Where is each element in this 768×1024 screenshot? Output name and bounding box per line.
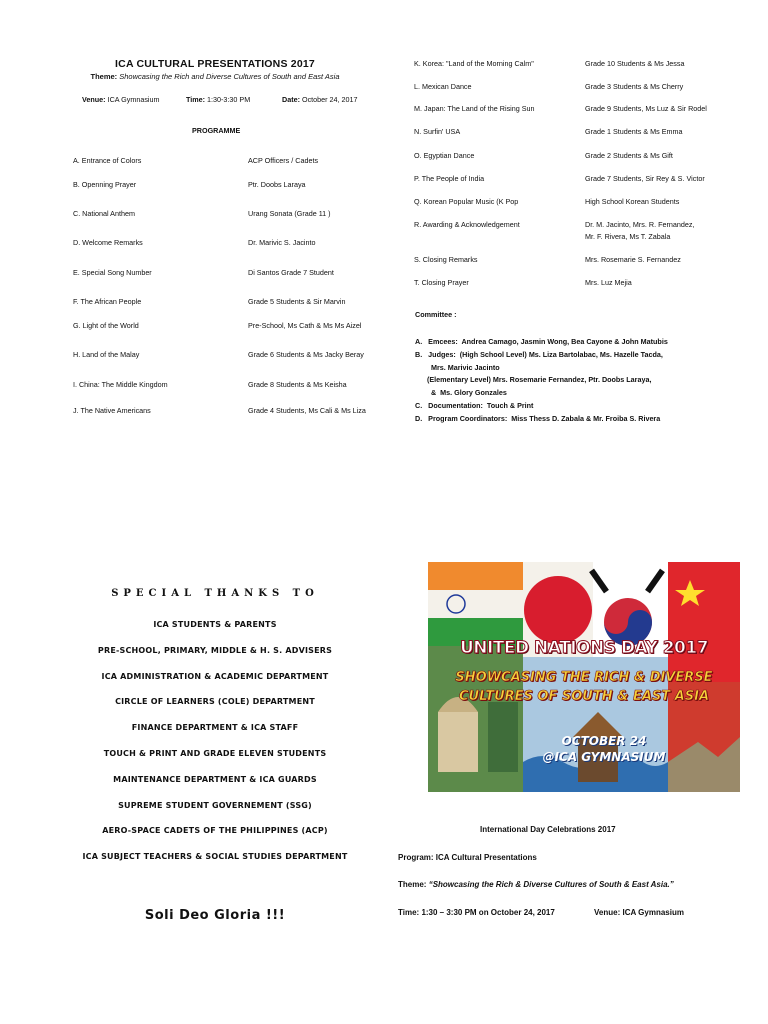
- programme-item: T. Closing Prayer: [414, 278, 469, 287]
- programme-right-extra-line: Mr. F. Rivera, Ms T. Zabala: [585, 232, 671, 241]
- committee-line: & Ms. Glory Gonzales: [415, 388, 507, 398]
- programme-item: C. National Anthem: [73, 209, 135, 218]
- poster-subtitle-2: CULTURES OF SOUTH & EAST ASIA: [458, 689, 709, 704]
- programme-item: G. Light of the World: [73, 321, 139, 330]
- united-nations-day-poster: [428, 562, 740, 792]
- programme-item: O. Egyptian Dance: [414, 151, 475, 160]
- programme-item: E. Special Song Number: [73, 268, 152, 277]
- time-line: [186, 95, 250, 104]
- programme-performer: Dr. M. Jacinto, Mrs. R. Fernandez,: [585, 220, 695, 229]
- info-program-label: Program:: [398, 853, 434, 862]
- programme-performer: Grade 4 Students, Ms Cali & Ms Liza: [248, 406, 366, 415]
- committee-line: D. Program Coordinators: Miss Thess D. Zabala & Mr. Froiba S. Rivera: [415, 413, 661, 423]
- programme-performer: Mrs. Rosemarie S. Fernandez: [585, 255, 681, 264]
- programme-performer: ACP Officers / Cadets: [248, 156, 319, 165]
- programme-performer: Urang Sonata (Grade 11 ): [248, 209, 331, 218]
- info-theme: [398, 880, 674, 889]
- programme-performer: Di Santos Grade 7 Student: [248, 268, 334, 277]
- special-thanks-item: ICA STUDENTS & PARENTS: [153, 620, 277, 629]
- special-thanks-item: ICA ADMINISTRATION & ACADEMIC DEPARTMENT: [101, 671, 329, 681]
- info-venue-label: Venue:: [594, 908, 621, 917]
- programme-item: L. Mexican Dance: [414, 82, 472, 91]
- programme-item: D. Welcome Remarks: [73, 238, 143, 247]
- info-venue-value: ICA Gymnasium: [622, 908, 684, 917]
- venue-line: [82, 95, 160, 104]
- programme-item: F. The African People: [73, 297, 142, 306]
- programme-performer: Grade 2 Students & Ms Gift: [585, 151, 673, 160]
- special-thanks-item: CIRCLE OF LEARNERS (COLE) DEPARTMENT: [115, 697, 315, 707]
- info-theme-value: “Showcasing the Rich & Diverse Cultures of South & East Asia.”: [428, 880, 674, 889]
- date-label: Date:: [282, 95, 300, 104]
- programme-item: Q. Korean Popular Music (K Pop: [414, 197, 519, 206]
- special-thanks-item: SUPREME STUDENT GOVERNEMENT (SSG): [118, 800, 312, 810]
- programme-performer: Grade 7 Students, Sir Rey & S. Victor: [585, 174, 705, 183]
- info-theme-label: Theme:: [398, 880, 427, 889]
- poster-headline: UNITED NATIONS DAY 2017: [459, 638, 709, 658]
- info-heading: International Day Celebrations 2017: [480, 825, 616, 834]
- poster-venue: @ICA GYMNASIUM: [542, 750, 666, 764]
- programme-item: P. The People of India: [414, 174, 485, 183]
- programme-performer: Grade 1 Students & Ms Emma: [585, 127, 683, 136]
- programme-performer: High School Korean Students: [585, 197, 680, 206]
- special-thanks-item: FINANCE DEPARTMENT & ICA STAFF: [131, 723, 299, 733]
- date-line: [282, 95, 358, 104]
- time-value: 1:30-3:30 PM: [207, 95, 251, 104]
- special-thanks-item: AERO-SPACE CADETS OF THE PHILIPPINES (ACP): [102, 826, 328, 836]
- theme-label: Theme:: [90, 72, 118, 81]
- info-time-label: Time:: [398, 908, 420, 917]
- committee-line: (Elementary Level) Mrs. Rosemarie Fernandez, Ptr. Doobs Laraya,: [415, 375, 652, 385]
- programme-item: A. Entrance of Colors: [73, 156, 142, 165]
- programme-item: N. Surfin' USA: [414, 127, 461, 136]
- special-thanks-title: SPECIAL THANKS TO: [111, 588, 319, 599]
- info-program-value: ICA Cultural Presentations: [435, 853, 537, 862]
- venue-label: Venue:: [82, 95, 106, 104]
- programme-performer: Grade 5 Students & Sir Marvin: [248, 297, 346, 306]
- venue-value: ICA Gymnasium: [107, 95, 160, 104]
- date-value: October 24, 2017: [301, 95, 358, 104]
- info-time: [398, 908, 555, 917]
- programme-heading: PROGRAMME: [192, 126, 241, 135]
- programme-performer: Mrs. Luz Mejia: [585, 278, 632, 287]
- poster-subtitle-1: SHOWCASING THE RICH & DIVERSE: [455, 670, 713, 685]
- closing-motto: Soli Deo Gloria !!!: [144, 908, 286, 923]
- programme-performer: Ptr. Doobs Laraya: [248, 180, 306, 189]
- theme-line: [70, 72, 360, 81]
- committee-line: C. Documentation: Touch & Print: [415, 401, 534, 410]
- programme-performer: Grade 9 Students, Ms Luz & Sir Rodel: [585, 104, 707, 113]
- programme-item: J. The Native Americans: [73, 406, 151, 415]
- info-time-value: 1:30 – 3:30 PM on October 24, 2017: [421, 908, 555, 917]
- programme-item: S. Closing Remarks: [414, 255, 478, 264]
- committee-line: B. Judges: (High School Level) Ms. Liza Bartolabac, Ms. Hazelle Tacda,: [415, 349, 663, 359]
- info-program: [398, 853, 537, 862]
- programme-performer: Dr. Marivic S. Jacinto: [248, 238, 316, 247]
- programme-performer: Grade 6 Students & Ms Jacky Beray: [248, 350, 364, 359]
- programme-performer: Grade 8 Students & Ms Keisha: [248, 380, 347, 389]
- programme-item: H. Land of the Malay: [73, 350, 140, 359]
- programme-item: K. Korea: "Land of the Morning Calm": [414, 59, 534, 68]
- programme-performer: Grade 3 Students & Ms Cherry: [585, 82, 684, 91]
- programme-item: R. Awarding & Acknowledgement: [414, 220, 520, 229]
- time-label: Time:: [186, 95, 206, 104]
- programme-performer: Grade 10 Students & Ms Jessa: [585, 59, 685, 68]
- programme-item: I. China: The Middle Kingdom: [73, 380, 168, 389]
- page-title: ICA CULTURAL PRESENTATIONS 2017: [115, 58, 315, 70]
- committee-line: Mrs. Marivic Jacinto: [415, 362, 500, 372]
- special-thanks-item: MAINTENANCE DEPARTMENT & ICA GUARDS: [113, 774, 317, 784]
- committee-heading: Committee :: [415, 310, 457, 319]
- special-thanks-item: ICA SUBJECT TEACHERS & SOCIAL STUDIES DEPARTMENT: [82, 852, 348, 862]
- poster-date: OCTOBER 24: [561, 734, 647, 748]
- theme-text: Showcasing the Rich and Diverse Cultures of South and East Asia: [119, 72, 340, 81]
- special-thanks-item: PRE-SCHOOL, PRIMARY, MIDDLE & H. S. ADVISERS: [97, 645, 333, 655]
- special-thanks-item: TOUCH & PRINT AND GRADE ELEVEN STUDENTS: [103, 749, 327, 758]
- programme-item: M. Japan: The Land of the Rising Sun: [414, 104, 535, 113]
- info-venue: [594, 908, 684, 917]
- committee-line: A. Emcees: Andrea Camago, Jasmin Wong, Bea Cayone & John Matubis: [415, 337, 668, 346]
- programme-performer: Pre-School, Ms Cath & Ms Ms Aizel: [248, 321, 362, 330]
- programme-item: B. Openning Prayer: [73, 180, 137, 189]
